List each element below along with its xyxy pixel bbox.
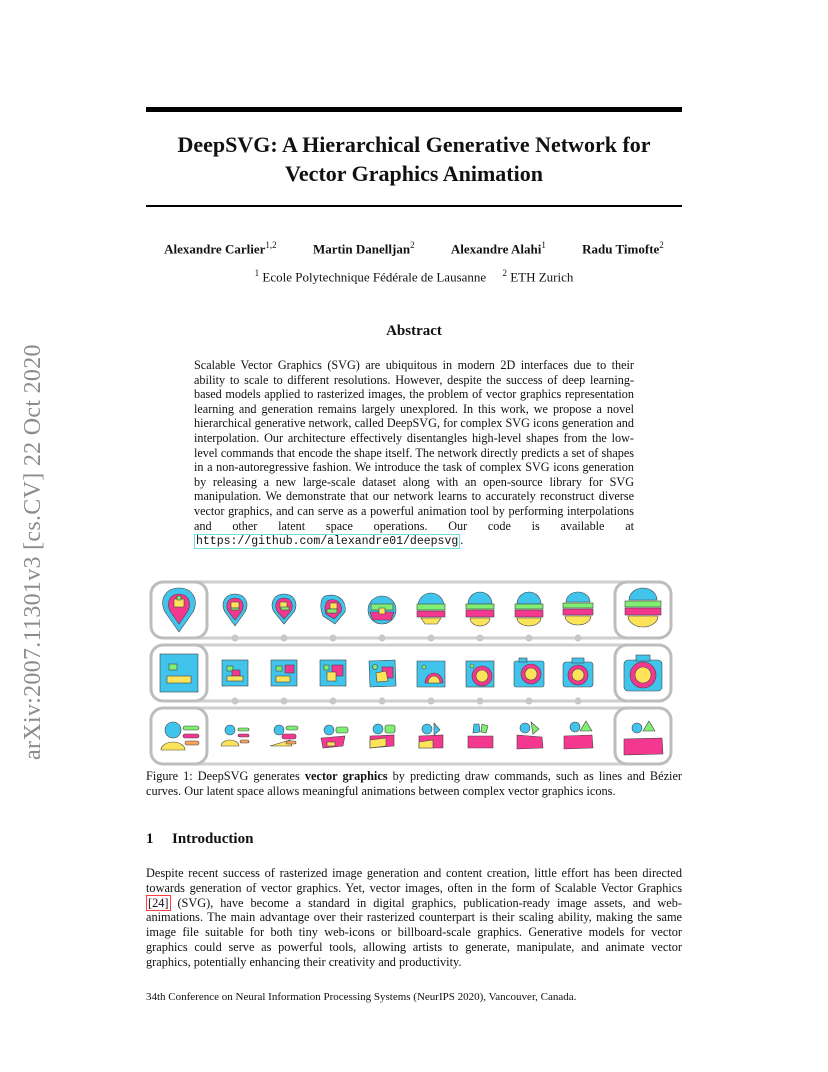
section-heading <box>146 831 253 848</box>
title-line-1: DeepSVG: A Hierarchical Generative Network for <box>177 132 651 157</box>
title-top-rule <box>146 107 682 112</box>
row-3-end-frame <box>615 708 671 764</box>
citation-link[interactable]: [24] <box>148 895 169 910</box>
title-line-2: Vector Graphics Animation <box>285 161 543 186</box>
author <box>313 240 415 257</box>
abstract-text: Scalable Vector Graphics (SVG) are ubiquitous in modern 2D interfaces due to their ability to scale to different resolutions. However, despite the success of deep learning-based models applied to rasterized images, the problem of vector graphics representation learning and generation remains largely unexplored. In this work, we propose a novel hierarchical generative network, called DeepSVG, for complex SVG icons generation and interpolation. Our architecture effectively disentangles high-level shapes from the low-level commands that encode the shape itself. The network directly predicts a set of shapes in a non-autoregressive fashion. We introduce the task of complex SVG icons generation by releasing a new large-scale dataset along with an open-source library for SVG manipulation. We demonstrate that our network learns to accurately reconstruct diverse vector graphics, and can serve as a powerful animation tool by performing interpolations and other latent space operations. Our code is available at <box>194 358 634 533</box>
author-affil-mark: 1,2 <box>265 240 277 250</box>
abstract-body <box>194 358 634 550</box>
affil-mark: 1 <box>254 268 260 278</box>
author-affil-mark: 1 <box>541 240 546 250</box>
row-3-icons <box>161 721 663 755</box>
caption-prefix: Figure 1: DeepSVG generates <box>146 769 305 783</box>
code-link[interactable]: https://github.com/alexandre01/deepsvg <box>196 535 459 549</box>
row-3-track <box>151 708 671 764</box>
figure-1-interpolation-grid <box>146 578 682 768</box>
author-name: Radu Timofte <box>582 241 660 257</box>
author-name: Alexandre Alahi <box>450 241 542 257</box>
author <box>582 240 664 257</box>
author <box>451 240 546 257</box>
intro-text: Despite recent success of rasterized image generation and content creation, little effort has been directed towards generation of vector graphics. Yet, vector images, often in the form of Scalable Vector Graphics <box>146 866 682 895</box>
abstract-end: . <box>460 533 464 548</box>
author-name: Martin Danelljan <box>312 241 411 257</box>
caption-bold: vector graphics <box>304 769 388 783</box>
paper-title <box>146 130 682 188</box>
introduction-paragraph <box>146 866 682 970</box>
figure-1-caption <box>146 769 682 799</box>
author <box>164 240 276 257</box>
caption-rest: by predicting draw commands, such as lines and Bézier curves. Our latent space allows meaningful animations between complex vector graphics icons. <box>146 769 683 798</box>
section-title: Introduction <box>172 831 254 847</box>
affil-mark: 2 <box>502 268 507 278</box>
affiliation: ETH Zurich <box>510 269 574 285</box>
abstract-heading: Abstract <box>386 323 442 339</box>
author-list <box>146 240 682 257</box>
conference-footnote: 34th Conference on Neural Information Processing Systems (NeurIPS 2020), Vancouver, Canada. <box>146 991 577 1003</box>
row-2-icons <box>160 654 662 692</box>
arxiv-stamp: arXiv:2007.11301v3 [cs.CV] 22 Oct 2020 <box>20 344 46 760</box>
affiliations <box>146 268 682 285</box>
author-affil-mark: 2 <box>410 240 415 250</box>
author-affil-mark: 2 <box>659 240 664 250</box>
row-1-icons <box>163 588 661 632</box>
author-name: Alexandre Carlier <box>164 241 266 257</box>
affiliation: Ecole Polytechnique Fédérale de Lausanne <box>262 269 487 285</box>
title-bottom-rule <box>146 205 682 207</box>
section-number: 1 <box>146 831 154 847</box>
intro-text: (SVG), have become a standard in digital graphics, publication-ready image assets, and web-animations. The main advantage over their rasterized counterpart is their scaling ability, making the same image file suitable for both tiny web-icons or billboard-scale graphics. Generative models for vector graphics could serve as powerful tools, allowing artists to generate, manipulate, and animate vector graphics, potentially enhancing their creativity and productivity. <box>146 895 682 969</box>
